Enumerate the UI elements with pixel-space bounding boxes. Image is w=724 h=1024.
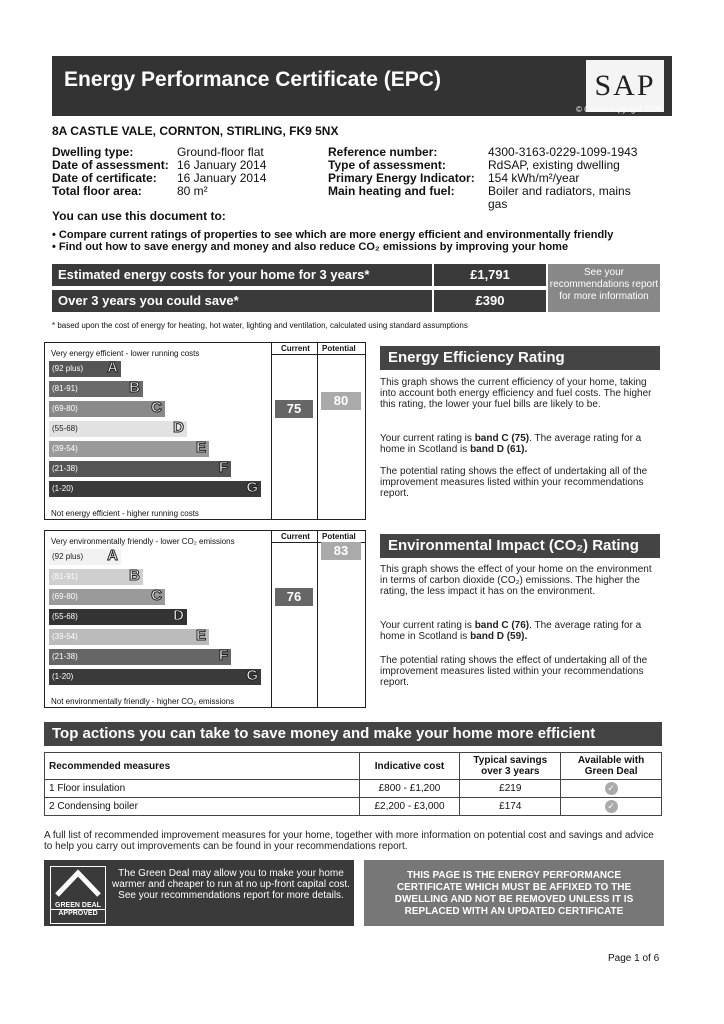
- potential-rating-marker: 80: [321, 392, 361, 410]
- detail-value: 80 m²: [177, 184, 208, 198]
- band-letter: F: [218, 647, 228, 664]
- band-f: [49, 649, 231, 665]
- environmental-impact-chart: [44, 530, 366, 708]
- table-header: Available with Green Deal: [561, 753, 662, 780]
- table-row: [45, 798, 662, 816]
- band-letter: E: [195, 439, 206, 456]
- detail-label: Reference number:: [328, 145, 438, 159]
- potential-header: Potential: [322, 344, 356, 353]
- cost-value: £390: [434, 290, 546, 312]
- detail-value: 4300-3163-0229-1099-1943: [488, 145, 638, 159]
- band-d: [49, 421, 187, 437]
- chart-bottom-label: Not environmentally friendly - higher CO₂ emissions: [51, 697, 235, 706]
- copyright-text: © Crown copyright 2009: [576, 105, 662, 114]
- table-header: Recommended measures: [45, 753, 360, 780]
- table-row: [45, 780, 662, 798]
- environmental-impact-title: Environmental Impact (CO₂) Rating: [380, 534, 660, 558]
- ei-para-3: The potential rating shows the effect of undertaking all of the improvement measures listed within your recommendations report.: [380, 655, 648, 688]
- band-range: (1-20): [52, 484, 74, 493]
- property-address: 8A CASTLE VALE, CORNTON, STIRLING, FK9 5NX: [52, 124, 339, 138]
- band-letter: C: [151, 399, 162, 416]
- band-range: (55-68): [52, 612, 78, 621]
- cost-footnote: * based upon the cost of energy for heating, hot water, lighting and ventilation, calculated using standard assumptions: [52, 321, 468, 330]
- energy-efficiency-title: Energy Efficiency Rating: [380, 346, 660, 370]
- ee-para-3: The potential rating shows the effect of undertaking all of the improvement measures listed within your recommendations report.: [380, 466, 648, 499]
- band-range: (21-38): [52, 464, 78, 473]
- band-range: (39-54): [52, 444, 78, 453]
- detail-label: Dwelling type:: [52, 145, 134, 159]
- current-header: Current: [281, 532, 310, 541]
- detail-label: Main heating and fuel:: [328, 184, 455, 198]
- band-letter: D: [173, 419, 184, 436]
- band-d: [49, 609, 187, 625]
- cost-row-3-years: [52, 264, 546, 286]
- check-icon: ✓: [605, 782, 618, 795]
- band-letter: A: [107, 359, 118, 376]
- band-range: (39-54): [52, 632, 78, 641]
- band-g: [49, 669, 261, 685]
- detail-label: Total floor area:: [52, 184, 142, 198]
- band-range: (55-68): [52, 424, 78, 433]
- band-range: (92 plus): [52, 364, 84, 373]
- table-header-row: [45, 753, 662, 780]
- current-rating-marker: 76: [275, 588, 313, 606]
- detail-label: Primary Energy Indicator:: [328, 171, 475, 185]
- green-deal-cell: [561, 780, 662, 798]
- potential-header: Potential: [322, 532, 356, 541]
- detail-value: Ground-floor flat: [177, 145, 264, 159]
- green-deal-box: [44, 860, 354, 926]
- band-f: [49, 461, 231, 477]
- band-e: [49, 441, 209, 457]
- band-letter: E: [195, 627, 206, 644]
- top-actions-title: Top actions you can take to save money and make your home more efficient: [44, 722, 662, 746]
- cost-cell: £800 - £1,200: [359, 780, 460, 798]
- band-c: [49, 589, 165, 605]
- detail-value: 16 January 2014: [177, 171, 267, 185]
- cost-label: Estimated energy costs for your home for 3 years*: [52, 264, 432, 286]
- energy-efficiency-chart: [44, 342, 366, 520]
- band-range: (81-91): [52, 572, 78, 581]
- detail-value: 16 January 2014: [177, 158, 267, 172]
- band-letter: A: [107, 547, 118, 564]
- band-b: [49, 569, 143, 585]
- band-letter: G: [246, 667, 258, 684]
- chart-bottom-label: Not energy efficient - higher running costs: [51, 509, 199, 518]
- band-g: [49, 481, 261, 497]
- band-range: (69-80): [52, 592, 78, 601]
- bullet-item: • Compare current ratings of properties to see which are more energy efficient and environmentally friendly: [52, 229, 614, 241]
- band-letter: B: [129, 379, 140, 396]
- detail-label: Date of assessment:: [52, 158, 169, 172]
- detail-value: Boiler and radiators, mains gas: [488, 184, 631, 211]
- details-right: [328, 146, 672, 211]
- band-letter: G: [246, 479, 258, 496]
- detail-label: Type of assessment:: [328, 158, 446, 172]
- band-letter: C: [151, 587, 162, 604]
- house-icon: [51, 867, 105, 897]
- certificate-notice: THIS PAGE IS THE ENERGY PERFORMANCE CERTIFICATE WHICH MUST BE AFFIXED TO THE DWELLING AND NOT BE REMOVED UNLESS IT IS REPLACED WITH AN UPDATED CERTIFICATE: [364, 860, 664, 926]
- band-range: (1-20): [52, 672, 74, 681]
- saving-cell: £174: [460, 798, 561, 816]
- details-left: [52, 146, 322, 198]
- table-header: Typical savings over 3 years: [460, 753, 561, 780]
- saving-cell: £219: [460, 780, 561, 798]
- ei-para-1: This graph shows the effect of your home on the environment in terms of carbon dioxide (CO₂) emissions. The higher the rating, the less impact it has on the environment.: [380, 564, 652, 597]
- use-doc-heading: You can use this document to:: [52, 209, 226, 223]
- actions-footer: A full list of recommended improvement measures for your home, together with more information on potential cost and savings and advice to help you carry out improvements can be found in your recommendations report.: [44, 830, 654, 852]
- bullet-item: • Find out how to save energy and money and also reduce CO₂ emissions by improving your home: [52, 241, 569, 253]
- detail-value: 154 kWh/m²/year: [488, 171, 580, 185]
- band-b: [49, 381, 143, 397]
- page-number: Page 1 of 6: [608, 953, 660, 964]
- band-range: (69-80): [52, 404, 78, 413]
- detail-label: Date of certificate:: [52, 171, 157, 185]
- cost-value: £1,791: [434, 264, 546, 286]
- band-c: [49, 401, 165, 417]
- green-deal-cell: [561, 798, 662, 816]
- badge-line-1: GREEN DEAL: [55, 902, 101, 909]
- recommendations-table: [44, 752, 662, 816]
- band-range: (21-38): [52, 652, 78, 661]
- current-header: Current: [281, 344, 310, 353]
- cost-label: Over 3 years you could save*: [52, 290, 432, 312]
- sap-logo: SAP: [586, 60, 664, 112]
- band-range: (92 plus): [52, 552, 84, 561]
- detail-value: RdSAP, existing dwelling: [488, 158, 620, 172]
- band-letter: F: [218, 459, 228, 476]
- measure-cell: 2 Condensing boiler: [45, 798, 360, 816]
- band-range: (81-91): [52, 384, 78, 393]
- ei-para-2: Your current rating is band C (76). The average rating for a home in Scotland is band D (59).: [380, 620, 642, 642]
- bullet-text: Find out how to save energy and money and also reduce CO₂ emissions by improving your home: [58, 241, 569, 253]
- badge-line-2: APPROVED: [51, 909, 105, 917]
- table-header: Indicative cost: [359, 753, 460, 780]
- bullet-text: Compare current ratings of properties to see which are more energy efficient and environmentally friendly: [58, 229, 614, 241]
- chart-top-label: Very energy efficient - lower running costs: [51, 349, 200, 358]
- cost-row-savings: [52, 290, 546, 312]
- ee-para-2: Your current rating is band C (75). The average rating for a home in Scotland is band D (61).: [380, 433, 642, 455]
- band-letter: B: [129, 567, 140, 584]
- recommendations-note: See your recommendations report for more information: [548, 264, 660, 312]
- detail-row: [328, 185, 672, 211]
- page-title: Energy Performance Certificate (EPC): [64, 68, 441, 91]
- chart-top-label: Very environmentally friendly - lower CO₂ emissions: [51, 537, 235, 546]
- current-rating-marker: 75: [275, 400, 313, 418]
- band-a: [49, 361, 121, 377]
- band-letter: D: [173, 607, 184, 624]
- potential-rating-marker: 83: [321, 542, 361, 560]
- green-deal-badge: [50, 866, 106, 924]
- band-a: [49, 549, 121, 565]
- check-icon: ✓: [605, 800, 618, 813]
- band-e: [49, 629, 209, 645]
- measure-cell: 1 Floor insulation: [45, 780, 360, 798]
- detail-row: [52, 185, 322, 198]
- ee-para-1: This graph shows the current efficiency of your home, taking into account both energy efficiency and fuel costs. The higher this rating, the lower your fuel bills are likely to be.: [380, 377, 652, 410]
- cost-cell: £2,200 - £3,000: [359, 798, 460, 816]
- green-deal-text: The Green Deal may allow you to make your home warmer and cheaper to run at no up-front capital cost. See your recommendations report for more details.: [112, 868, 350, 901]
- epc-header: [52, 56, 672, 116]
